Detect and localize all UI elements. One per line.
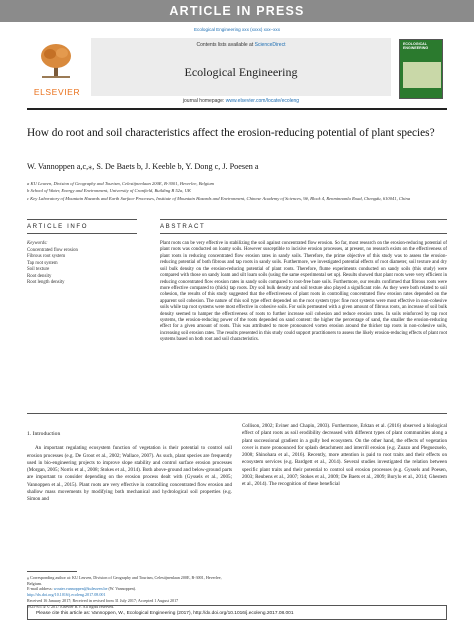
keyword: Fibrous root system <box>27 254 66 259</box>
homepage-link[interactable]: www.elsevier.com/locate/ecoleng <box>225 98 300 104</box>
author-list: W. Vannoppen a,c,⁎, S. De Baets b, J. Keeble b, Y. Dong c, J. Poesen a <box>27 162 259 171</box>
journal-title-box <box>91 38 391 96</box>
journal-homepage <box>91 98 391 104</box>
abstract-bottom-rule <box>160 233 447 234</box>
keyword: Soil texture <box>27 267 50 272</box>
article-in-press-banner <box>0 0 474 22</box>
journal-reference-link[interactable]: Ecological Engineering xxx (xxxx) xxx–xxx <box>193 27 281 32</box>
journal-header <box>27 38 447 104</box>
article-title: How do root and soil characteristics affect the erosion-reducing potential of plant species? <box>27 127 435 139</box>
homepage-prefix: journal homepage: <box>182 98 225 104</box>
article-info-bottom-rule <box>27 233 137 234</box>
abstract-heading: ABSTRACT <box>160 223 206 230</box>
affiliation-c: c Key Laboratory of Mountain Hazards and Earth Surface Processes, Institute of Mountain Hazards and Environment, Chinese Academy of Sciences, 9#, Block 4, Renminnanlu Road, Chengdu, 610041, China <box>27 195 411 201</box>
citation-box <box>27 605 447 620</box>
email-link[interactable]: wouter.vannoppen@kuleuven.be <box>53 586 108 592</box>
body-column-left <box>27 423 232 504</box>
received-dates: Received 16 January 2017; Received in revised form 31 July 2017; Accepted 1 August 2017 <box>27 597 179 603</box>
abstract-top-rule <box>160 219 447 220</box>
contents-prefix: Contents lists available at <box>196 42 254 48</box>
abstract-text: Plant roots can be very effective in stabilizing the soil against concentrated flow erosion. So far, most research on the erosion-reducing potential of plant roots was conducted on loamy soils. However susceptible to incisive erosion processes, at present, no research exists on the effectiveness of plant roots in reducing concentrated flow erosion rates in sandy soils. Therefore, the prime objective of this study was to assess the erosion-reducing potential of both fibrous and tap roots in sandy soils. Furthermore, we investigated potential effects of root diameter, soil texture and dry soil bulk density on the erosion-reducing potential of plant roots. Therefore, flume experiments conducted on sandy soils (this study) were compared with those on sandy loam and silt loam soils (using the same experimental set up). Results showed that plant roots were very efficient in reducing concentrated flow erosion rates in sandy soils compared to root-free bare soils. Furthermore, our results confirmed that fibrous roots were more effective compared to (thick) tap roots. Dry soil bulk density and soil texture also played a significant role. As they were both related to soil cohesion, the results of this study suggested that the effectiveness of plant roots in controlling concentrated flow erosion rates depended on the apparent soil cohesion. The nature of this soil type effect depended on the root system type: fine root systems were most effective in non-cohesive soils while tap root systems were most effective in cohesive soils. For soils permeated with a given amount of fibrous roots, an increase of soil bulk density seemed to hamper the effectiveness of roots to further increase soil cohesion and reduce erosion rates. In soils reinforced by tap root systems, the erosion-reducing power of the roots depended on sand content: the higher the percentage of sand, the smaller the erosion-reducing effect for a given amount of roots. This was attributed to more pronounced vortex erosion around the thicker tap roots in non-cohesive soils, increasing soil erosion rates. The results presented in this study could support practitioners to assess the likely erosion-reducing effects of plant root systems based on both root and soil characteristics. <box>160 241 447 343</box>
body-column-right <box>242 423 447 489</box>
footnote-rule <box>27 571 77 572</box>
journal-title: Ecological Engineering <box>184 65 298 79</box>
elsevier-wordmark: ELSEVIER <box>33 87 81 97</box>
keyword: Concentrated flow erosion <box>27 247 78 253</box>
corresponding-author-note: ⁎ Corresponding author at: KU Leuven, Division of Geography and Tourism, Celestijnenlaan 200E, B-3001, Heverlee, Belgium. <box>27 575 222 586</box>
intro-paragraph-right: Collison, 2002; Eviner and Chapin, 2003). Furthermore, Erktan et al. (2016) observed a biological effect of plant roots as soil erodibility decreased with different types of plant communities along a plant successional gradient in a gully bed ecosystem. On the other hand, the effects of vegetation cover is more pronounced for splash detachment and interrill erosion (e.g. Zuazo and Pleguezuelo, 2008; Shinohara et al., 2016). Recently, more attention is paid to root traits and their effects on ecosystem services (e.g. Bardgett et al., 2014). Several studies investigated the relation between specific plant traits and their potential to control soil erosion processes (e.g. Gyssels and Poesen, 2003; Reubens et al., 2007; Stokes et al., 2009; De Baets et al., 2009; Burylo et al., 2014; Ghestem et al., 2014). The recognition of these beneficial <box>242 423 447 488</box>
elsevier-logo[interactable] <box>27 38 85 98</box>
contents-line <box>91 42 391 48</box>
doi-link[interactable]: http://dx.doi.org/10.1016/j.ecoleng.2017.08.001 <box>27 592 106 598</box>
article-info-top-rule <box>27 219 137 220</box>
body-divider <box>27 413 447 414</box>
keyword: Root density <box>27 273 52 279</box>
article-info-heading: ARTICLE INFO <box>27 223 89 230</box>
banner-text: ARTICLE IN PRESS <box>169 4 305 18</box>
header-divider <box>27 108 447 110</box>
citation-text: Please cite this article as: Vannoppen, W., Ecological Engineering (2017), http://dx.doi.org/10.1016/j.ecoleng.2017.08.001 <box>36 611 294 616</box>
affiliation-a: a KU Leuven, Division of Geography and Tourism, Celestijnenlaan 200E, B-3001, Heverlee, Belgium <box>27 181 214 186</box>
section-heading-introduction: 1. Introduction <box>27 431 61 437</box>
intro-paragraph-left: An important regulating ecosystem function of vegetation is their potential to control soil erosion processes (e.g. De Groot et al., 2002; Wallace, 2007). As such, plant species are frequently used in bio-engineering projects to improve slope stability and control surface erosion processes (Morgan, 2005; Norris et al., 2008; Stokes et al., 2014). Both above-ground and below-ground parts are important to consider depending on the erosion process dealt with (Gyssels et al., 2005; Vannoppen et al., 2015). Plant roots are very effective in controlling concentrated flow erosion and shallow mass movements by modifying both mechanical and hydrological soil properties (e.g. Simon and <box>27 445 232 503</box>
journal-cover[interactable] <box>399 39 443 99</box>
cover-title: ECOLOGICAL ENGINEERING <box>403 42 429 50</box>
keyword: Root length density <box>27 280 65 285</box>
affiliation-b: b School of Water, Energy and Environment, University of Cranfield, Building B 52a, UK <box>27 188 191 194</box>
keywords-label: Keywords: <box>27 241 48 246</box>
sciencedirect-link[interactable]: ScienceDirect <box>254 42 286 48</box>
tree-icon <box>39 42 73 80</box>
keyword: Tap root system <box>27 260 58 266</box>
keywords-block <box>27 241 137 287</box>
cover-image <box>403 62 441 88</box>
issn-copyright: 0925-8574/ © 2017 Elsevier B.V. All rights reserved. <box>27 603 115 609</box>
affiliations <box>27 180 447 202</box>
email-suffix: (W. Vannoppen). <box>108 586 137 592</box>
email-label: E-mail address: <box>27 586 53 592</box>
